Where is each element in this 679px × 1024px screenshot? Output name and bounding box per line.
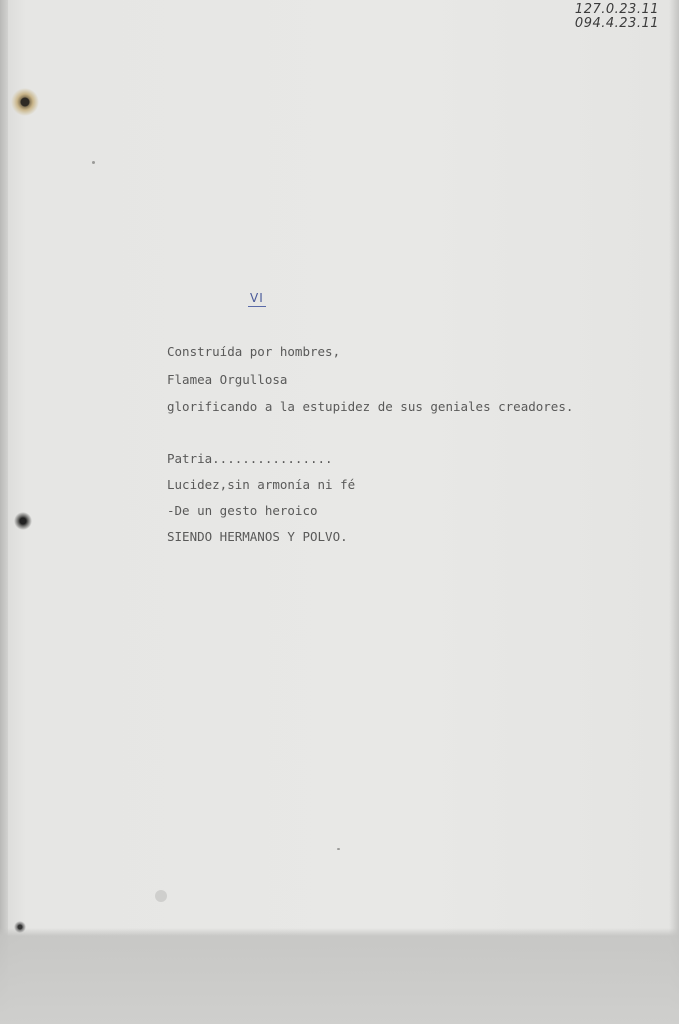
poem-line: Patria................ <box>167 451 333 466</box>
poem-line: Construída por hombres, <box>167 344 341 359</box>
punch-hole-bottom-icon <box>14 921 26 933</box>
poem-line: Lucidez,sin armonía ni fé <box>167 477 356 492</box>
paper-speck <box>92 161 95 164</box>
paper-stain <box>155 890 167 902</box>
poem-line: glorificando a la estupidez de sus geniales creadores. <box>167 399 574 414</box>
paper-left-edge <box>0 0 8 1024</box>
poem-line: SIENDO HERMANOS Y POLVO. <box>167 529 348 544</box>
punch-hole-middle-icon <box>14 512 32 530</box>
poem-line: -De un gesto heroico <box>167 503 318 518</box>
punch-hole-top-icon <box>11 88 39 116</box>
poem-line: Flamea Orgullosa <box>167 372 288 387</box>
section-number: VI <box>250 291 264 305</box>
paper-speck <box>337 848 340 850</box>
archive-code-2: 094.4.23.11 <box>574 16 659 31</box>
paper-right-shadow <box>669 0 679 1024</box>
paper-bottom-band <box>0 928 679 1024</box>
archive-code-1: 127.0.23.11 <box>574 2 659 17</box>
